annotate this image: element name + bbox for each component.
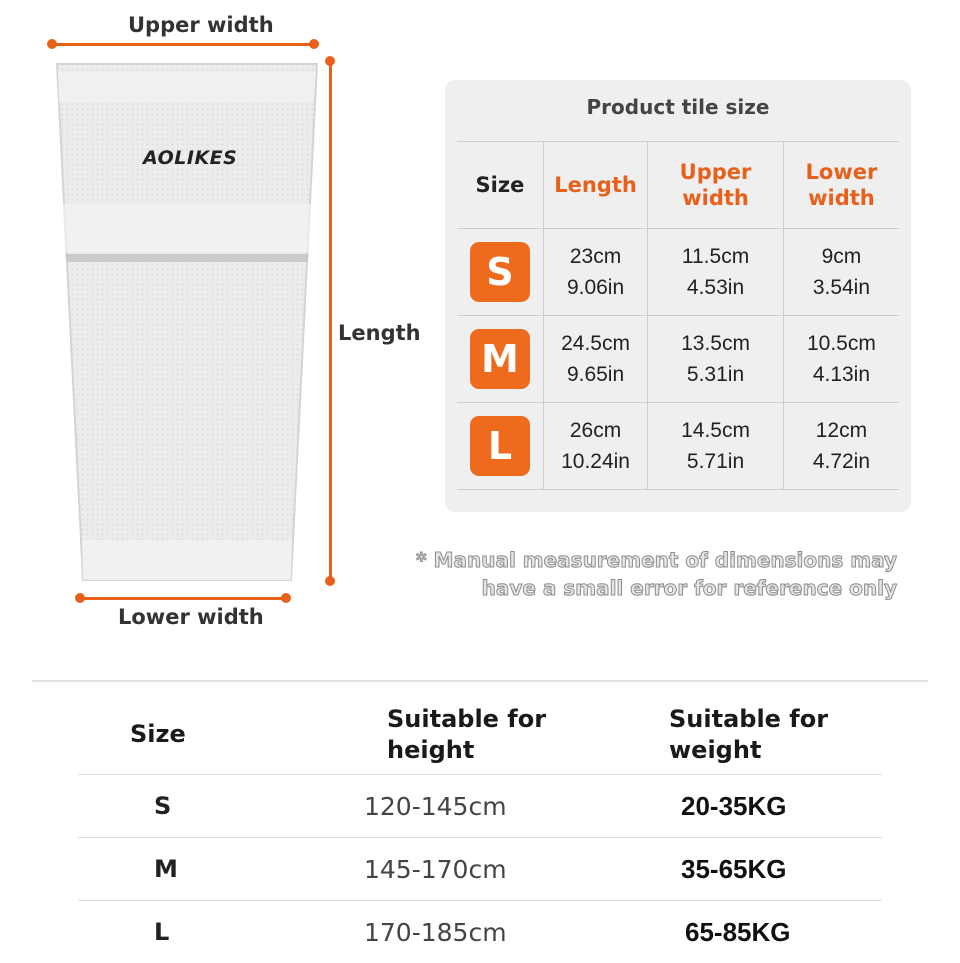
upper-in: 5.31in xyxy=(648,359,783,390)
length-start-dot xyxy=(325,56,335,66)
lower-in: 4.72in xyxy=(784,446,899,477)
fit-table xyxy=(78,695,882,963)
disclaimer-line-2: have a small error for reference only xyxy=(405,574,897,602)
length-end-dot xyxy=(325,576,335,586)
compression-sleeve-image xyxy=(55,62,320,582)
lower-width-end-dot xyxy=(281,593,291,603)
fit-weight-cell: 65-85KG xyxy=(669,901,882,963)
length-cm: 23cm xyxy=(544,241,647,272)
lower-in: 3.54in xyxy=(784,272,899,303)
upper-in: 5.71in xyxy=(648,446,783,477)
length-in: 10.24in xyxy=(544,446,647,477)
upper-width-start-dot xyxy=(47,39,57,49)
upper-in: 4.53in xyxy=(648,272,783,303)
lower-cm: 9cm xyxy=(784,241,899,272)
lower-width-label: Lower width xyxy=(118,605,264,629)
upper-cm: 11.5cm xyxy=(648,241,783,272)
lower-in: 4.13in xyxy=(784,359,899,390)
fit-size-cell: L xyxy=(78,901,331,963)
upper-width-end-dot xyxy=(309,39,319,49)
fit-height-cell: 145-170cm xyxy=(331,838,669,901)
size-badge-s: S xyxy=(470,242,530,302)
length-line xyxy=(329,62,332,582)
upper-width-label: Upper width xyxy=(128,13,274,37)
fit-weight-cell: 35-65KG xyxy=(669,838,882,901)
length-in: 9.06in xyxy=(544,272,647,303)
tile-lower-cell xyxy=(783,403,899,490)
fit-header-weight xyxy=(669,695,882,775)
tile-length-cell xyxy=(543,403,647,490)
tile-upper-cell xyxy=(648,403,784,490)
fit-row-l xyxy=(78,901,882,963)
tile-lower-cell xyxy=(783,229,899,316)
fit-height-cell: 120-145cm xyxy=(331,775,669,838)
tile-row-l xyxy=(457,403,899,490)
fit-weight-cell: 20-35KG xyxy=(669,775,882,838)
tile-header-lower-width: Lower width xyxy=(783,142,899,229)
tile-header-upper-width: Upper width xyxy=(648,142,784,229)
fit-header-weight-text: Suitable for weight xyxy=(669,704,839,766)
fit-header-size: Size xyxy=(78,695,331,775)
fit-header-height xyxy=(331,695,669,775)
length-cm: 26cm xyxy=(544,415,647,446)
tile-size-cell xyxy=(457,403,543,490)
tile-header-row xyxy=(457,142,899,229)
tile-table-title: Product tile size xyxy=(445,95,911,119)
brand-logo: AOLIKES xyxy=(143,147,237,169)
measurement-disclaimer xyxy=(405,546,897,602)
tile-row-s xyxy=(457,229,899,316)
length-cm: 24.5cm xyxy=(544,328,647,359)
size-badge-m: M xyxy=(470,329,530,389)
tile-length-cell xyxy=(543,316,647,403)
lower-width-line xyxy=(80,597,287,600)
fit-size-cell: M xyxy=(78,838,331,901)
fit-header-row xyxy=(78,695,882,775)
upper-cm: 14.5cm xyxy=(648,415,783,446)
length-label: Length xyxy=(338,321,421,345)
product-tile-table xyxy=(457,141,899,490)
tile-row-m xyxy=(457,316,899,403)
tile-header-size: Size xyxy=(457,142,543,229)
fit-header-height-text: Suitable for height xyxy=(387,704,557,766)
fit-row-s xyxy=(78,775,882,838)
tile-size-cell xyxy=(457,229,543,316)
tile-length-cell xyxy=(543,229,647,316)
lower-cm: 12cm xyxy=(784,415,899,446)
fit-size-cell: S xyxy=(78,775,331,838)
disclaimer-line-1: * Manual measurement of dimensions may xyxy=(405,546,897,574)
lower-cm: 10.5cm xyxy=(784,328,899,359)
tile-upper-cell xyxy=(648,316,784,403)
upper-width-line xyxy=(52,43,315,46)
tile-header-length: Length xyxy=(543,142,647,229)
lower-width-start-dot xyxy=(75,593,85,603)
tile-upper-cell xyxy=(648,229,784,316)
upper-cm: 13.5cm xyxy=(648,328,783,359)
fit-row-m xyxy=(78,838,882,901)
section-divider xyxy=(32,680,928,682)
fit-height-cell: 170-185cm xyxy=(331,901,669,963)
size-badge-l: L xyxy=(470,416,530,476)
tile-size-cell xyxy=(457,316,543,403)
length-in: 9.65in xyxy=(544,359,647,390)
tile-lower-cell xyxy=(783,316,899,403)
